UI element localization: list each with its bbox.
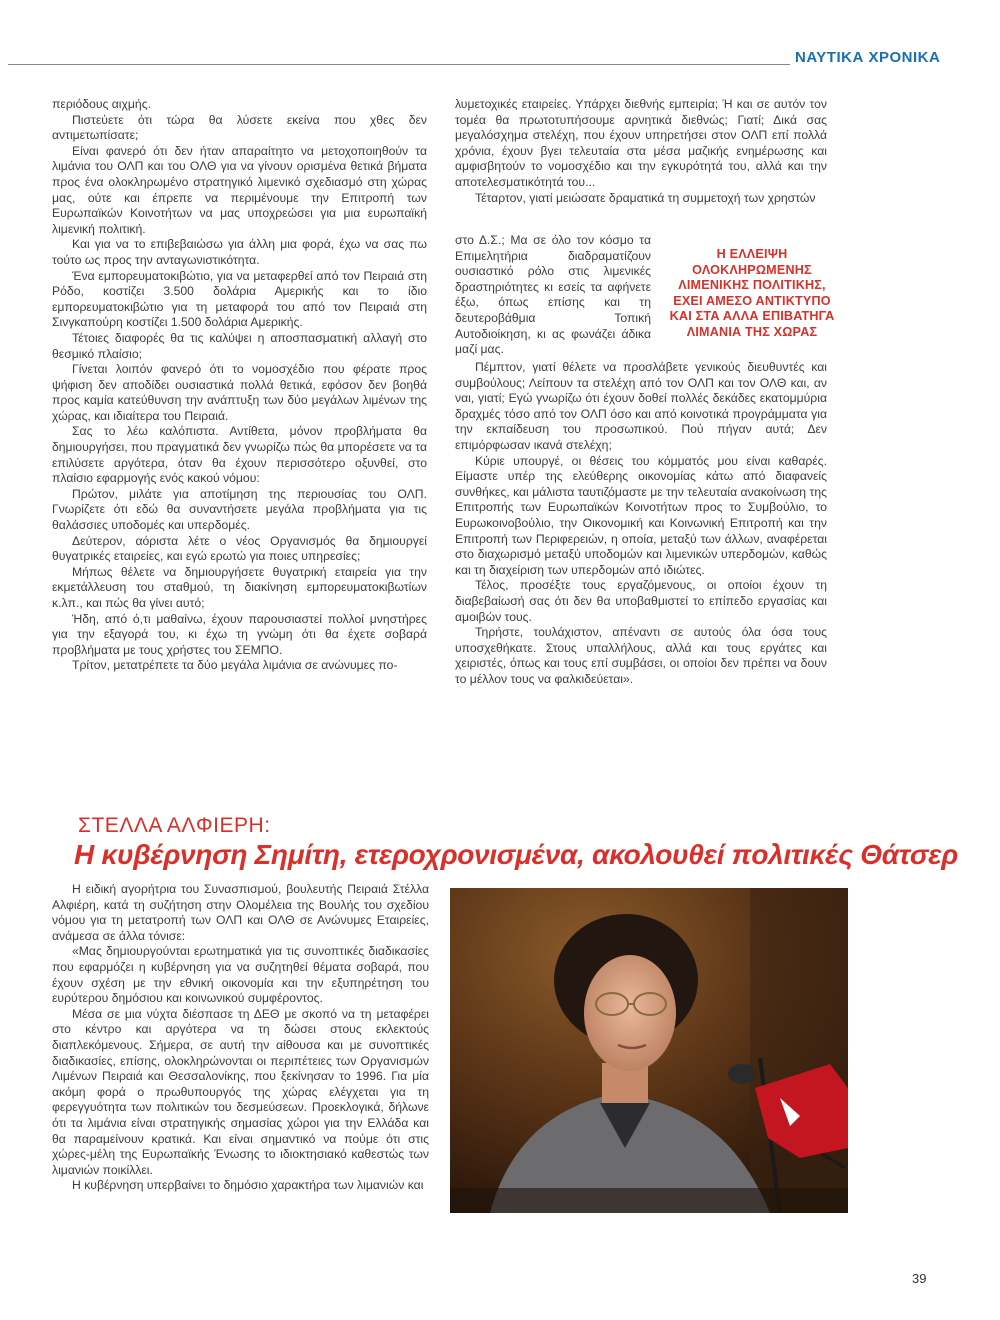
paragraph: Είναι φανερό ότι δεν ήταν απαραίτητο να μετοχοποιηθούν τα λιμάνια του ΟΛΠ και του ΟΛΘ για να γίνουν ορισμένα θετικά βήματα προς ένα ολοκληρωμένο στρατηγικό λιμενικό σχεδιασμό στη χώρας μας, ούτε και έπρεπε να περιμένουμε την Επιτροπή των Ευρωπαϊκών Κοινοτήτων να μας υποχρεώσει για μια ευρωπαϊκή λιμενική πολιτική. <box>52 143 427 236</box>
right-column-top <box>455 97 827 206</box>
header-rule <box>8 64 790 65</box>
paragraph: περιόδους αιχμής. <box>52 97 151 111</box>
right-column-mid <box>455 233 651 358</box>
speaker-photo-illustration <box>450 888 848 1213</box>
paragraph: Τρίτον, μετατρέπετε τα δύο μεγάλα λιμάνια σε ανώνυμες πο- <box>72 658 398 673</box>
magazine-title: ΝΑΥΤΙΚΑ ΧΡΟΝΙΚΑ <box>795 49 941 66</box>
paragraph: Η ειδική αγορήτρια του Συνασπισμού, βουλευτής Πειραιά Στέλλα Αλφιέρη, κατά τη συζήτηση στην Ολομέλεια της Βουλής του σχεδίου νόμου για τη μετατροπή των ΟΛΠ και ΟΛΘ σε Ανώνυμες Εταιρείες, ανάμεσα σε άλλα τόνισε: <box>52 882 429 943</box>
left-column <box>52 97 427 674</box>
paragraph: Σας το λέω καλόπιστα. Αντίθετα, μόνον προβλήματα θα δημιουργήσει, που πραγματικά δεν γνωρίζω πώς θα μπορέσετε να τα επιλύσετε αργότερα, όταν θα έχουν περισσότερο οξυνθεί, στο πλαίσιο εφαρμογής ενός κακού νόμου: <box>52 424 427 486</box>
paragraph: Ένα εμπορευματοκιβώτιο, για να μεταφερθεί από τον Πειραιά στη Ρόδο, κοστίζει 3.500 δολάρια Αμερικής και το ίδιο εμπορευματοκιβώτιο για τη μεταφορά του από τον Πειραιά στη Σινγκαπούρη κοστίζει 1.500 δολάρια Αμερικής. <box>52 268 427 330</box>
paragraph: Πρώτον, μιλάτε για αποτίμηση της περιουσίας του ΟΛΠ. Γνωρίζετε ότι εδώ θα συναντήσετε μεγάλα προβλήματα για τις θαλάσσιες υποδομές και υπερδομές. <box>52 486 427 533</box>
paragraph: Τέλος, προσέξτε τους εργαζόμενους, οι οποίοι έχουν τη διαβεβαίωσή σας ότι δεν θα υποβαθμιστεί το επίπεδο εργασίας και αμοιβών τους. <box>455 578 827 624</box>
paragraph: Η κυβέρνηση υπερβαίνει το δημόσιο χαρακτήρα των λιμανιών και <box>72 1178 424 1193</box>
right-column-bottom <box>455 360 827 687</box>
page-number: 39 <box>912 1271 927 1286</box>
paragraph: Ήδη, από ό,τι μαθαίνω, έχουν παρουσιαστεί πολλοί μνηστήρες για την εξαγορά του, κι έχω τη γνώμη ότι θα έχετε σοβαρά προβλήματα με τους χρήστες του ΣΕΜΠΟ. <box>52 611 427 657</box>
paragraph: Και για να το επιβεβαιώσω για άλλη μια φορά, έχω να σας πω τούτο ως προς την ανταγωνιστικότητα. <box>52 237 427 267</box>
pull-quote: Η ΕΛΛΕΙΨΗ ΟΛΟΚΛΗΡΩΜΕΝΗΣ ΛΙΜΕΝΙΚΗΣ ΠΟΛΙΤΙΚΗΣ, ΕΧΕΙ ΑΜΕΣΟ ΑΝΤΙΚΤΥΠΟ ΚΑΙ ΣΤΑ ΑΛΛΑ ΕΠΙΒΑΤΗΓΑ ΛΙΜΑΝΙΑ ΤΗΣ ΧΩΡΑΣ <box>669 247 835 339</box>
paragraph: Κύριε υπουργέ, οι θέσεις του κόμματός μου είναι καθαρές. Είμαστε υπέρ της ελεύθερης οικονομίας κάτω από διαφανείς συνθήκες, και μάλιστα ταυτιζόμαστε με την τελευταία ανακοίνωση της Επιτροπής των Ευρωπαϊκών Κοινοτήτων προς το Συμβούλιο, το Ευρωκοινοβούλιο, την Οικονομική και Κοινωνική Επιτροπή και την Επιτροπή των Περιφερειών, η οποία, μεταξύ των άλλων, αναφέρεται στο διαχωρισμό μεταξύ υποδομών και λιμενικών υπερδομών, καθώς και τη διαχείριση των υπερδομών από ιδιώτες. <box>455 453 827 577</box>
paragraph: Γίνεται λοιπόν φανερό ότι το νομοσχέδιο που φέρατε προς ψήφιση δεν αποδίδει ουσιαστικά πολλά θετικά, εφόσον δεν βοηθά προς καμία κατεύθυνση την ανάπτυξη των δύο μεγάλων λιμένων της χώρας, και ιδιαίτερα του Πειραιά. <box>52 362 427 423</box>
paragraph: Τέταρτον, γιατί μειώσατε δραματικά τη συμμετοχή των χρηστών <box>475 190 816 205</box>
paragraph: Μέσα σε μια νύχτα διέσπασε τη ΔΕΘ με σκοπό να τη μεταφέρει στο κέντρο και αργότερα να τη δώσει στους εκλεκτούς διαπλεκόμενους. Σήμερα, σε αυτή την αίθουσα και με συνοπτικές διαδικασίες, επίσης, ολοκληρώνονται οι περιπέτειες των Οργανισμών Λιμένων Πειραιά και Θεσσαλονίκης, που ξεκίνησαν το 1996. Για μία ακόμη φορά ο πρωθυπουργός της χώρας ελέγχεται για τη φερεγγυότητα των πολιτικών του δεσμεύσεων. Προεκλογικά, δήλωνε ότι τα λιμάνια είναι στρατηγικής σημασίας χώροι για την Ελλάδα και θα παραμείνουν κρατικά. Και είναι σημαντικό να πούμε ότι στις χώρες-μέλη της Ευρωπαϊκής Ένωσης το ιδιοκτησιακό καθεστώς των λιμανιών ποικίλλει. <box>52 1006 429 1177</box>
paragraph: Τέτοιες διαφορές θα τις καλύψει η αποσπασματική αλλαγή στο θεσμικό πλαίσιο; <box>52 330 427 361</box>
speaker-photo <box>450 888 848 1213</box>
article-kicker: ΣΤΕΛΛΑ ΑΛΦΙΕΡΗ: <box>78 814 271 837</box>
paragraph: Μήπως θέλετε να δημιουργήσετε θυγατρική εταιρεία για την εκμετάλλευση του σταθμού, τη διακίνηση εμπορευματοκιβωτίων κ.λπ., και πώς θα γίνει αυτό; <box>52 564 427 610</box>
paragraph: λυμετοχικές εταιρείες. Υπάρχει διεθνής εμπειρία; Ή και σε αυτόν τον τομέα θα πρωτοτυπήσουμε αρνητικά διεθνώς; Γιατί; Δικά σας μεγαλόσχημα στελέχη, που έχουν υπηρετήσει στον ΟΛΠ επί πολλά χρόνια, έχουν βγει τελευταία στα μέσα μαζικής ενημέρωσης και αμφισβητούν το νομοσχέδιο και την εγκυρότητά του, αλλά και την αποτελεσματικότητά του... <box>455 97 827 189</box>
paragraph: στο Δ.Σ.; Μα σε όλο τον κόσμο τα Επιμελητήρια διαδραματίζουν ουσιαστικό ρόλο στις λιμενικές δραστηριότητες κι εσείς τα αφήνετε έξω, όπως επίσης και τη δευτεροβάθμια Τοπική Αυτοδιοίκηση, κι ας φωνάζει άδικα μαζί μας. <box>455 233 651 357</box>
paragraph: Τηρήστε, τουλάχιστον, απέναντι σε αυτούς όλα όσα τους υποσχεθήκατε. Στους υπαλλήλους, αλλά και τους εργάτες και χειριστές, όπως και τους επί συμβάσει, οι οποίοι δεν πρέπει να δουν το μέλλον τους να φαλκιδεύεται». <box>455 625 827 686</box>
article-body <box>52 882 429 1194</box>
article-headline: Η κυβέρνηση Σημίτη, ετεροχρονισμένα, ακολουθεί πολιτικές Θάτσερ <box>74 839 958 870</box>
paragraph: Δεύτερον, αόριστα λέτε ο νέος Οργανισμός θα δημιουργεί θυγατρικές εταιρείες, και εγώ ερωτώ για ποιες υπηρεσίες; <box>52 533 427 564</box>
paragraph: Πέμπτον, γιατί θέλετε να προσλάβετε γενικούς διευθυντές και συμβούλους; Λείπουν τα στελέχη από τον ΟΛΠ και τον ΟΛΘ και, αν ναι, γιατί; Εγώ γνωρίζω ότι έχουν δοθεί πολλές δεκάδες εκατομμύρια δραχμές τόσο από τον ΟΛΠ όσο και από κοινοτικά προγράμματα για την εκπαίδευση του προσωπικού. Πού πήγαν αυτά; Δεν επιμόρφωσαν ικανά στελέχη; <box>455 360 827 452</box>
paragraph: «Μας δημιουργούνται ερωτηματικά για τις συνοπτικές διαδικασίες που εφαρμόζει η κυβέρνηση για να συζητηθεί θέματα σοβαρά, που έχουν σχέση με την εθνική οικονομία και την εξυπηρέτηση του ευρύτερου δημόσιου και κοινωνικού συμφέροντος. <box>52 944 429 1006</box>
paragraph: Πιστεύετε ότι τώρα θα λύσετε εκείνα που χθες δεν αντιμετωπίσατε; <box>52 112 427 143</box>
